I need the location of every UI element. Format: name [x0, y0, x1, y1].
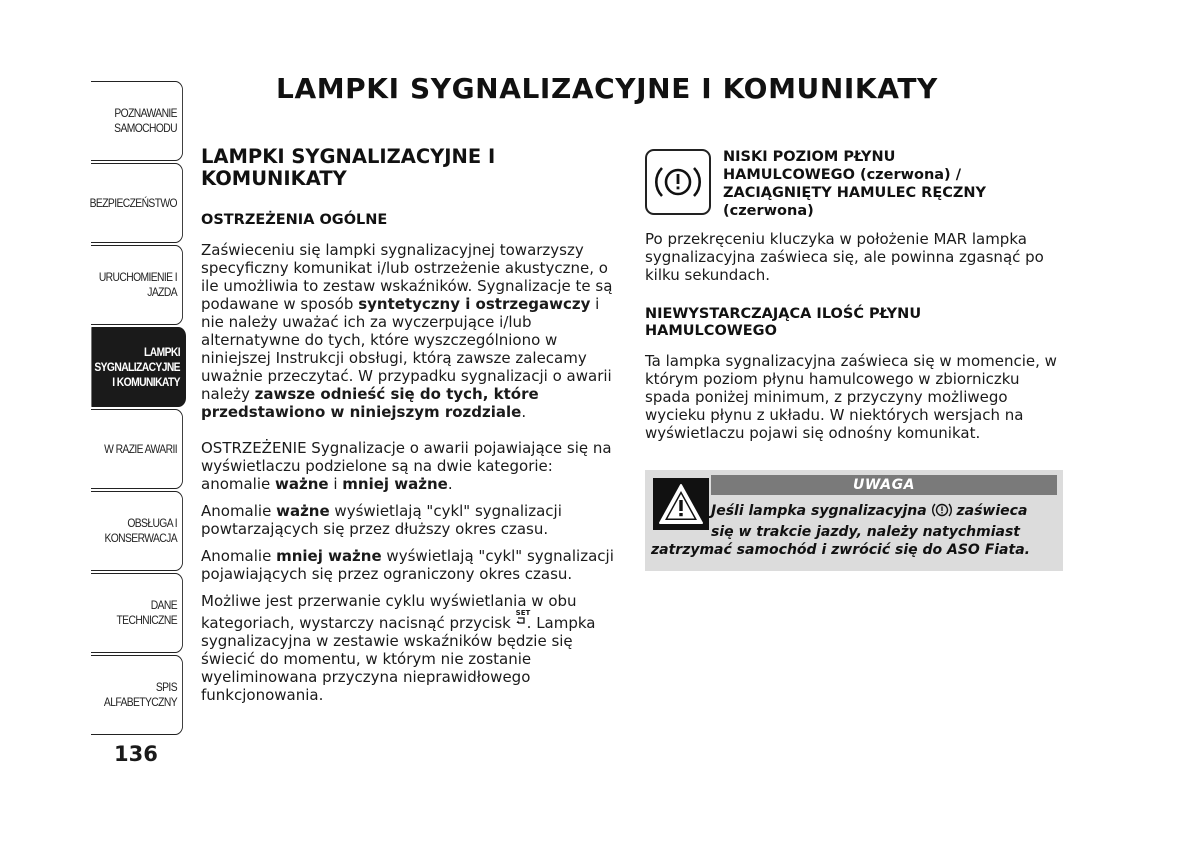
set-button-icon: SET [516, 610, 527, 626]
page-title: LAMPKI SYGNALIZACYJNE I KOMUNIKATY [276, 72, 938, 105]
tab-label: URUCHOMIENIE I [98, 270, 177, 284]
right-column [645, 148, 1063, 571]
tab-label: JAZDA [147, 285, 177, 299]
left-column [201, 146, 621, 704]
brake-warning-icon [932, 502, 952, 523]
tab-poznawanie-samochodu[interactable] [91, 81, 183, 161]
tab-uruchomienie-i-jazda[interactable] [91, 245, 183, 325]
paragraph-important-anomalies: Anomalie ważne wyświetlają "cykl" sygnalizacji powtarzających się przez dłuższy okres czasu. [201, 502, 562, 538]
tab-label: W RAZIE AWARII [104, 441, 177, 456]
warning-box [645, 470, 1063, 571]
tab-label: SPIS ALFABETYCZNY [103, 680, 177, 709]
tab-label: OBSŁUGA I [127, 516, 177, 530]
tab-obsluga-i-konserwacja[interactable] [91, 491, 183, 571]
paragraph-interrupt-cycle: Możliwe jest przerwanie cyklu wyświetlania w obu kategoriach, wystarczy nacisnąć przycisk SET . Lampka sygnalizacyjna w zestawie wskaźników będzie się świecić do momentu, w którym nie zostanie wyeliminowana przyczyna nieprawidłowego funkcjonowania. [201, 592, 596, 704]
subheading-insufficient-fluid: NIEWYSTARCZAJĄCA ILOŚĆ PŁYNU HAMULCOWEGO [645, 306, 922, 339]
section-heading [201, 146, 621, 190]
heading-line: LAMPKI SYGNALIZACYJNE I [201, 145, 496, 168]
page-number: 136 [114, 742, 158, 766]
tab-lampki-sygnalizacyjne[interactable] [91, 327, 186, 407]
warning-text: Jeśli lampka sygnalizacyjna zaświeca się w trakcie jazdy, należy natychmiast zatrzymać samochód i zwrócić się do ASO Fiata. [651, 503, 1030, 558]
tab-spis-alfabetyczny[interactable] [91, 655, 183, 735]
brake-warning-icon [645, 149, 711, 215]
tab-label: SAMOCHODU [114, 121, 177, 135]
tab-label: BEZPIECZEŃSTWO [89, 195, 177, 210]
tab-dane-techniczne[interactable] [91, 573, 183, 653]
tab-bezpieczenstwo[interactable] [91, 163, 183, 243]
tab-label: POZNAWANIE [114, 106, 177, 120]
tab-w-razie-awarii[interactable] [91, 409, 183, 489]
paragraph-brake-check: Po przekręceniu kluczyka w położenie MAR lampka sygnalizacyjna zaświeca się, ale powinna zgasnąć po kilku sekundach. [645, 230, 1044, 284]
brake-warning-title: NISKI POZIOM PŁYNU HAMULCOWEGO (czerwona) / ZACIĄGNIĘTY HAMULEC RĘCZNY (czerwona) [723, 149, 987, 219]
paragraph-warning-categories: OSTRZEŻENIE Sygnalizacje o awarii pojawiające się na wyświetlaczu podzielone są na dwie kategorie: anomalie ważne i mniej ważne. [201, 439, 612, 493]
tab-label: DANE TECHNICZNE [116, 598, 177, 627]
tab-label: SYGNALIZACYJNE [94, 359, 180, 374]
chapter-sidebar [76, 81, 184, 739]
tab-label: KONSERWACJA [104, 531, 177, 545]
paragraph-intro: Zaświeceniu się lampki sygnalizacyjnej towarzyszy specyficzny komunikat i/lub ostrzeżenie akustyczne, o ile umożliwia to zestaw wskaźników. Sygnalizacje te są podawane w sposób syntetyczny i ostrzegawczy i nie należy uważać ich za wyczerpujące i/lub alternatywne do tych, które wyszczególniono w niniejszej Instrukcji obsługi, którą zawsze zalecamy uważnie przeczytać. W przypadku sygnalizacji o awarii należy zawsze odnieść się do tych, które przedstawiono w niniejszym rozdziale. [201, 241, 613, 421]
heading-line: KOMUNIKATY [201, 167, 347, 190]
subheading-general-warnings: OSTRZEŻENIA OGÓLNE [201, 212, 388, 228]
tab-label: I KOMUNIKATY [112, 374, 180, 389]
warning-label: UWAGA [711, 475, 1057, 495]
paragraph-fluid-level: Ta lampka sygnalizacyjna zaświeca się w momencie, w którym poziom płynu hamulcowego w zbiorniczku spada poniżej minimum, z przyczyny możliwego wycieku płynu z układu. W niektórych wersjach na wyświetlaczu pojawi się odnośny komunikat. [645, 352, 1057, 442]
tab-label: LAMPKI [144, 344, 180, 359]
paragraph-minor-anomalies: Anomalie mniej ważne wyświetlają "cykl" sygnalizacji pojawiających się przez ograniczony okres czasu. [201, 547, 614, 583]
brake-warning-header [645, 148, 1063, 220]
